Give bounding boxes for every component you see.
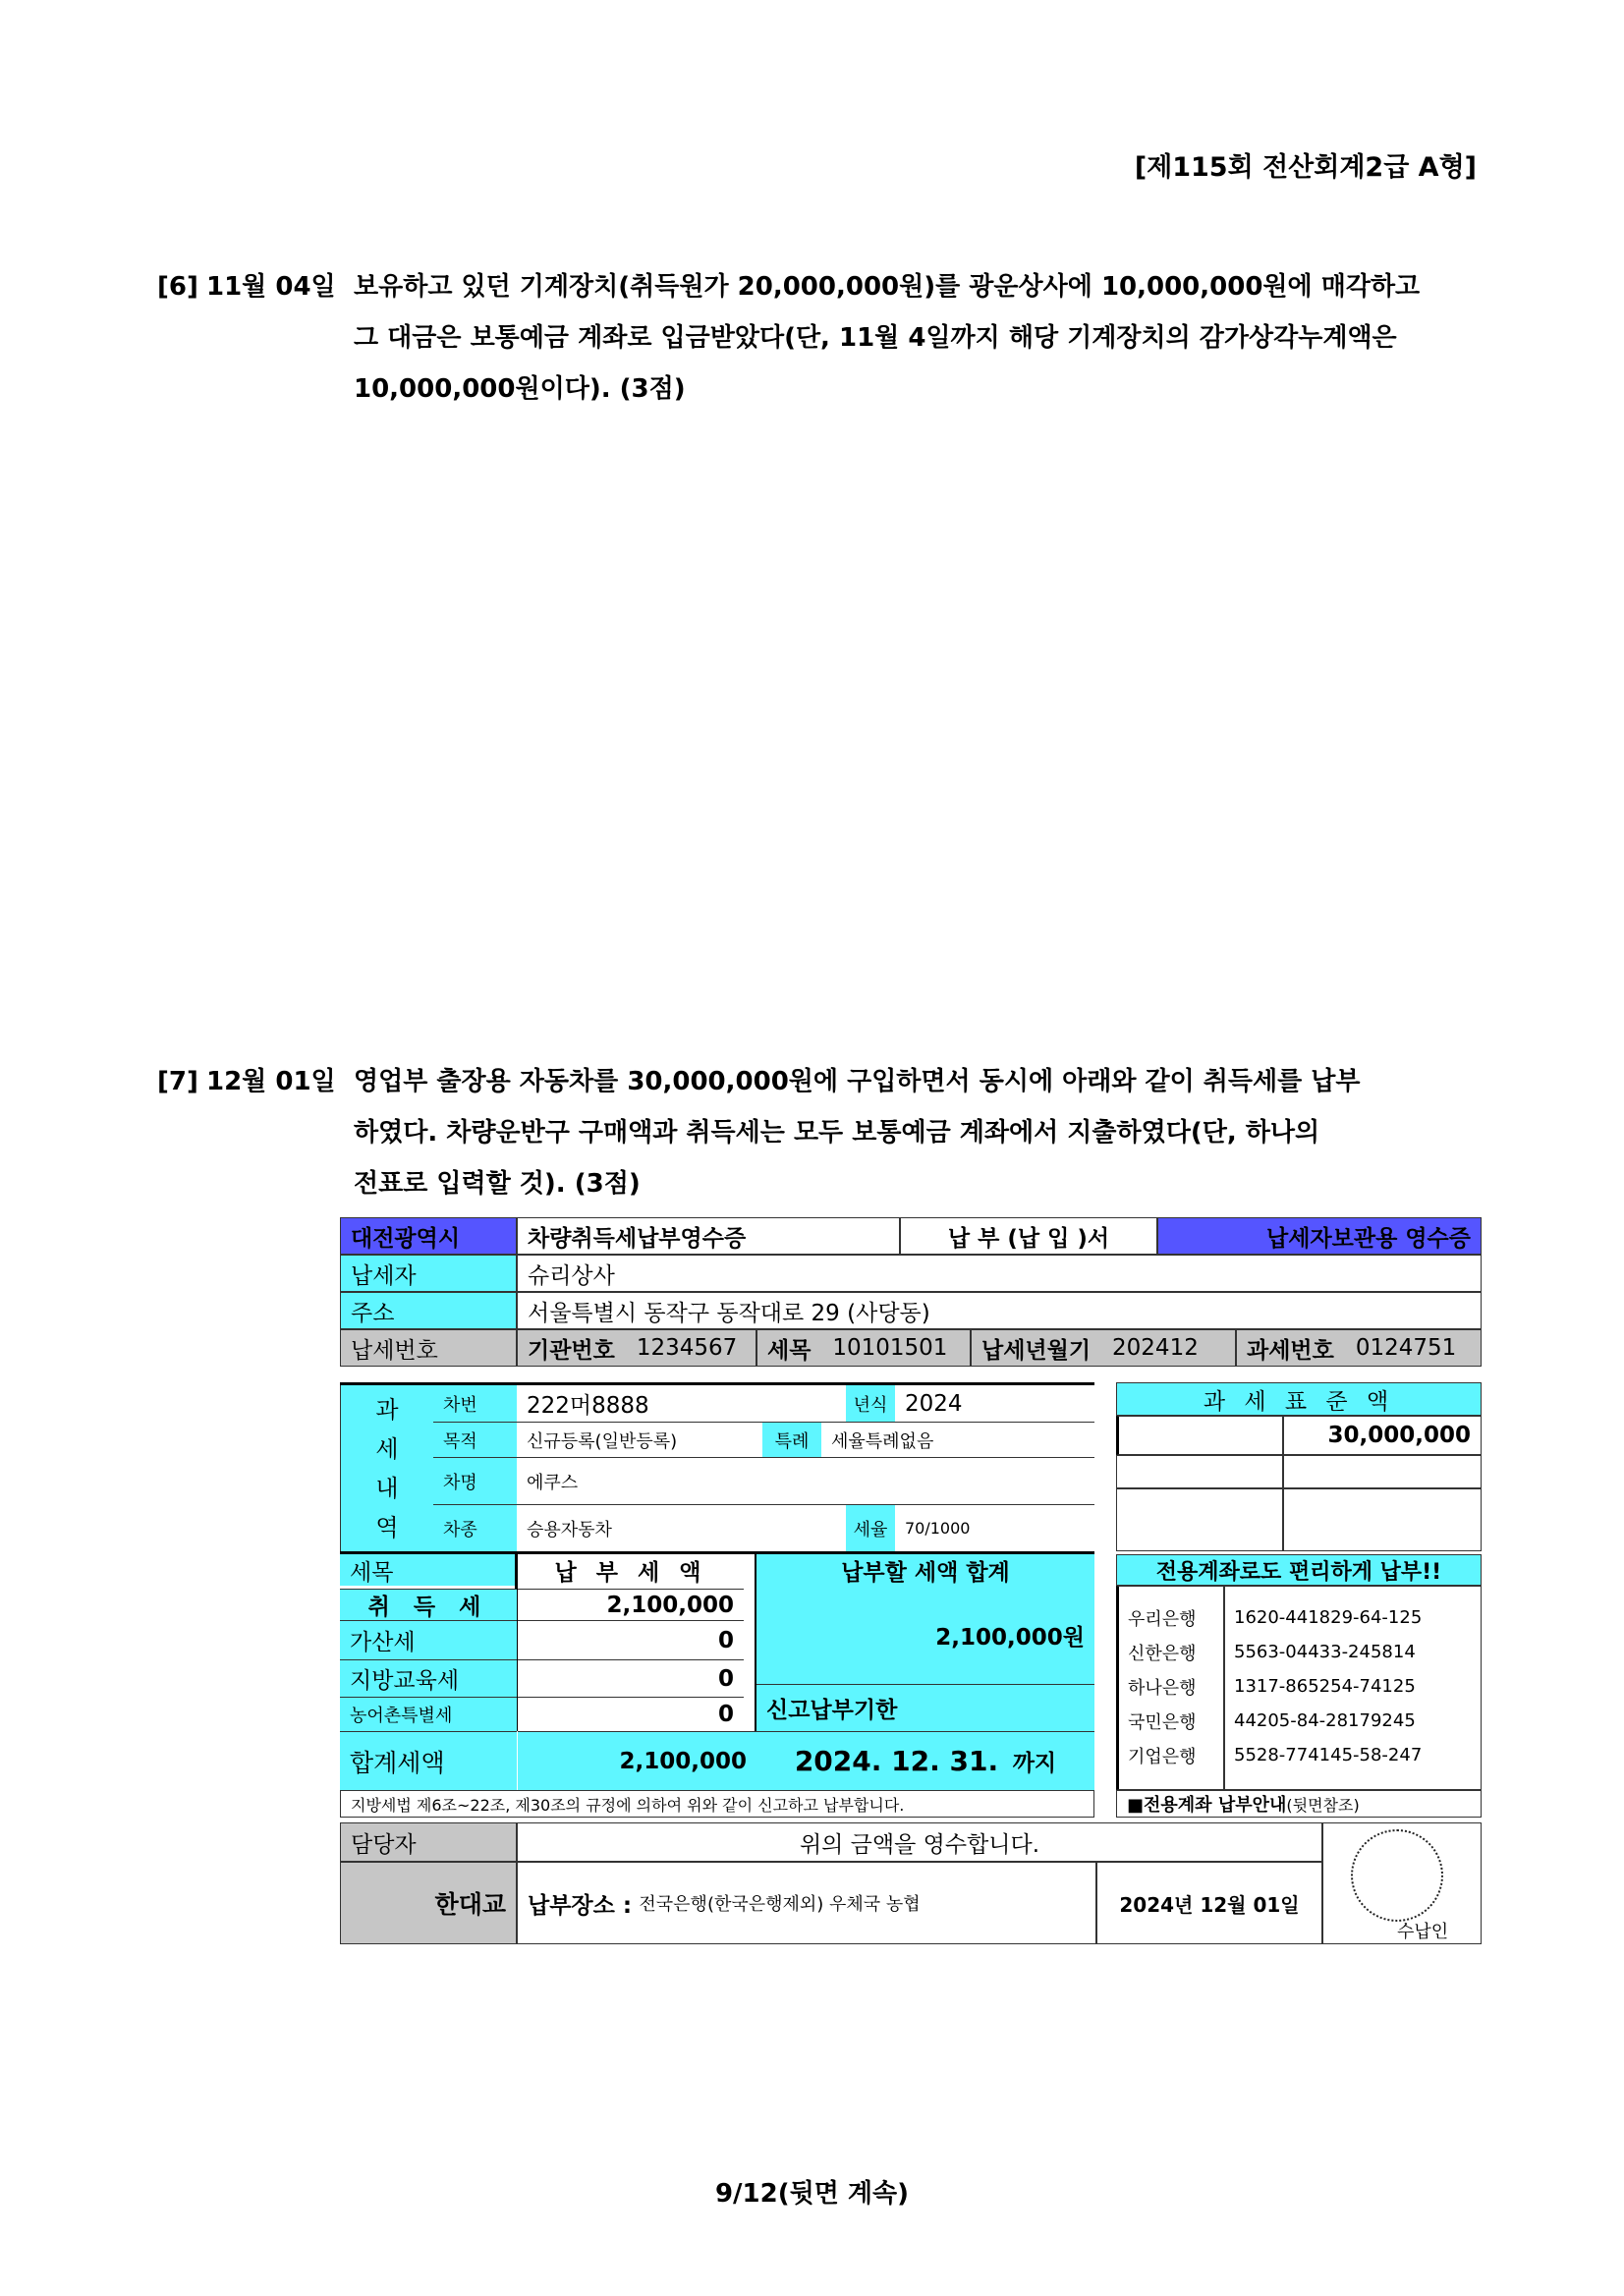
car-type-label: 차종	[433, 1505, 517, 1551]
question-body	[354, 1056, 1482, 1209]
base-blank-cell	[1116, 1416, 1283, 1455]
ym-value: 202412	[1112, 1335, 1199, 1361]
year-label: 년식	[846, 1385, 895, 1423]
purpose-value: 신규등록(일반등록)	[517, 1423, 762, 1458]
question-number: [7]	[157, 1067, 198, 1096]
bank-name: 국민은행	[1128, 1711, 1197, 1733]
add-tax-value: 0	[518, 1620, 744, 1659]
total-due-value: 2,100,000원	[756, 1586, 1094, 1684]
taxpayer-label: 납세자	[340, 1255, 517, 1292]
stamp-box	[1322, 1822, 1482, 1944]
acq-tax-value: 2,100,000	[518, 1589, 744, 1620]
car-no-label: 차번	[433, 1385, 517, 1423]
bank-name: 하나은행	[1128, 1677, 1197, 1699]
page-footer: 9/12(뒷면 계속)	[714, 2179, 910, 2209]
account-guide	[1116, 1790, 1482, 1818]
address-label: 주소	[340, 1292, 517, 1329]
org-number	[517, 1329, 756, 1367]
deadline-value: 2024. 12. 31.	[794, 1745, 999, 1777]
bank-name: 기업은행	[1128, 1746, 1197, 1767]
sum-value: 2,100,000	[518, 1731, 756, 1790]
city-label: 대전광역시	[340, 1217, 517, 1255]
sum-label: 합계세액	[340, 1731, 517, 1790]
bank-name: 우리은행	[1128, 1608, 1197, 1630]
base-value: 30,000,000	[1283, 1416, 1482, 1455]
payment-doc-label: 납 부 (납 입 )서	[900, 1217, 1157, 1255]
item-value: 10101501	[832, 1335, 948, 1361]
special-value: 세율특례없음	[821, 1423, 1094, 1458]
tax-number	[1236, 1329, 1482, 1367]
receiver-label: 수납인	[1397, 1922, 1449, 1942]
question-line: 10,000,000원이다). (3점)	[354, 374, 686, 404]
account-guide-note: (뒷면참조)	[1286, 1795, 1360, 1815]
pay-amount-header: 납 부 세 액	[554, 1559, 707, 1586]
purpose-label: 목적	[433, 1423, 517, 1458]
base-label: 과 세 표 준 액	[1116, 1382, 1482, 1416]
acq-tax-label: 취 득 세	[340, 1589, 517, 1620]
question-body	[354, 261, 1482, 415]
base-blank-cell	[1283, 1488, 1482, 1551]
question-date: 11월 04일	[206, 272, 336, 302]
edu-tax-label: 지방교육세	[340, 1659, 517, 1697]
base-blank-cell	[1283, 1455, 1482, 1488]
taxnum-label: 과세번호	[1247, 1337, 1334, 1364]
org-value: 1234567	[636, 1335, 738, 1361]
taxnum-value: 0124751	[1355, 1335, 1457, 1361]
taxno-label: 납세번호	[340, 1329, 517, 1367]
deadline-suffix: 까지	[1012, 1751, 1057, 1776]
bank-account: 44205-84-28179245	[1234, 1710, 1416, 1731]
detail-label: 과 세 내 역	[340, 1382, 433, 1551]
address-value: 서울특별시 동작구 동작대로 29 (사당동)	[517, 1292, 1482, 1329]
farm-tax-value: 0	[518, 1697, 744, 1731]
bank-account: 5563-04433-245814	[1234, 1642, 1416, 1662]
copy-label: 납세자보관용 영수증	[1157, 1217, 1482, 1255]
base-blank-cell	[1116, 1488, 1283, 1551]
received-text: 위의 금액을 영수합니다.	[517, 1822, 1322, 1862]
taxpayer-value: 슈리상사	[517, 1255, 1482, 1292]
account-guide-label: ■전용계좌 납부안내	[1127, 1795, 1287, 1816]
tax-item-number	[756, 1329, 971, 1367]
edu-tax-value: 0	[518, 1659, 744, 1697]
bank-account: 1620-441829-64-125	[1234, 1607, 1423, 1628]
car-name-value: 에쿠스	[517, 1458, 1094, 1505]
bank-account: 1317-865254-74125	[1234, 1676, 1416, 1697]
payment-place	[517, 1862, 1096, 1944]
base-blank-cell	[1116, 1455, 1283, 1488]
bank-name: 신한은행	[1128, 1643, 1197, 1664]
pay-date: 2024년 12월 01일	[1096, 1862, 1322, 1944]
question-line: 영업부 출장용 자동차를 30,000,000원에 구입하면서 동시에 아래와 같이 취득세를 납부	[354, 1067, 1361, 1096]
question-line: 하였다. 차량운반구 구매액과 취득세는 모두 보통예금 계좌에서 지출하였다(단, 하나의	[354, 1118, 1320, 1148]
question-7	[157, 1056, 1482, 1209]
tax-receipt	[340, 1217, 1482, 1948]
deadline-label: 신고납부기한	[756, 1684, 1094, 1731]
seal-circle	[1351, 1829, 1443, 1922]
account-banner: 전용계좌로도 편리하게 납부!!	[1116, 1554, 1482, 1586]
ym-label: 납세년월기	[981, 1337, 1092, 1364]
question-date: 12월 01일	[206, 1067, 336, 1096]
car-type-value: 승용자동차	[527, 1519, 612, 1540]
question-line: 그 대금은 보통예금 계좌로 입금받았다(단, 11월 4일까지 해당 기계장치의 감가상각누계액은	[354, 323, 1397, 353]
year-value: 2024	[895, 1385, 1094, 1423]
question-number: [6]	[157, 272, 198, 302]
law-note: 지방세법 제6조~22조, 제30조의 규정에 의하여 위와 같이 신고하고 납부합니다.	[340, 1790, 1094, 1818]
place-value: 전국은행(한국은행제외) 우체국 농협	[639, 1894, 921, 1915]
question-6	[157, 261, 1482, 415]
exam-header: [제115회 전산회계2급 A형]	[1134, 152, 1477, 183]
officer-value: 한대교	[340, 1862, 517, 1944]
tax-year-month	[971, 1329, 1236, 1367]
place-label: 납부장소 :	[528, 1892, 633, 1919]
receipt-title: 차량취득세납부영수증	[517, 1217, 900, 1255]
bank-account: 5528-774145-58-247	[1234, 1745, 1423, 1765]
car-name-label: 차명	[433, 1458, 517, 1505]
rate-label: 세율	[846, 1505, 895, 1551]
question-line: 전표로 입력할 것). (3점)	[354, 1169, 641, 1199]
special-label: 특례	[762, 1423, 821, 1458]
add-tax-label: 가산세	[340, 1620, 517, 1659]
farm-tax-label: 농어촌특별세	[340, 1697, 517, 1731]
item-label: 세목	[767, 1337, 812, 1364]
car-no-value: 222머8888	[517, 1385, 846, 1423]
total-due-header: 납부할 세액 합계	[756, 1554, 1094, 1586]
deadline-cell	[756, 1731, 1094, 1790]
officer-label: 담당자	[340, 1822, 517, 1862]
rate-value: 70/1000	[905, 1519, 971, 1538]
org-label: 기관번호	[528, 1337, 615, 1364]
question-line: 보유하고 있던 기계장치(취득원가 20,000,000원)를 광운상사에 10,000,000원에 매각하고	[354, 272, 1421, 302]
tax-item-header: 세목	[340, 1554, 517, 1586]
